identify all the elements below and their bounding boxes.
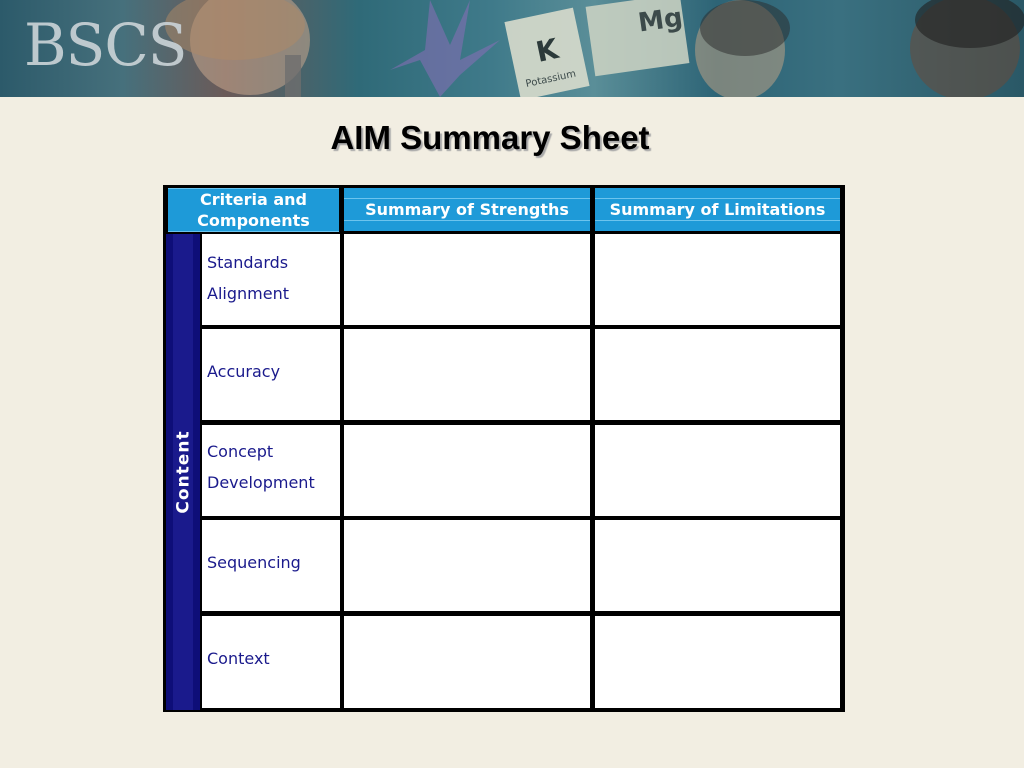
limitations-cell[interactable]	[595, 234, 840, 325]
header-criteria	[168, 188, 339, 231]
limitations-cell[interactable]	[595, 520, 840, 611]
tile-letter-mg: Mg	[636, 2, 685, 39]
header-strengths-label: Summary of Strengths	[344, 198, 590, 221]
criterion-standards-alignment	[202, 234, 340, 325]
tile-word-potassium: Potassium	[524, 68, 578, 90]
strengths-cell[interactable]	[344, 329, 590, 420]
header-limitations-label: Summary of Limitations	[595, 198, 840, 221]
header-limitations	[595, 188, 840, 231]
criterion-label: Sequencing	[207, 553, 301, 572]
periodic-tiles	[504, 0, 689, 97]
criterion-label: Concept Development	[207, 442, 315, 492]
limitations-cell[interactable]	[595, 616, 840, 708]
criterion-context	[202, 616, 340, 708]
strengths-cell[interactable]	[344, 616, 590, 708]
page-title: AIM Summary Sheet	[330, 119, 650, 156]
criterion-label: Accuracy	[207, 362, 281, 381]
criterion-concept-development	[202, 425, 340, 516]
bscs-logo: BSCS	[24, 11, 187, 79]
content-group-bar	[166, 234, 200, 710]
tile-letter-k: K	[533, 32, 562, 69]
criterion-accuracy	[202, 329, 340, 420]
summary-table	[163, 185, 845, 712]
criterion-label: Standards Alignment	[207, 253, 289, 303]
strengths-cell[interactable]	[344, 425, 590, 516]
limitations-cell[interactable]	[595, 425, 840, 516]
criterion-label: Context	[207, 649, 270, 668]
header-banner	[0, 0, 1024, 97]
content-group-label: Content	[174, 430, 194, 514]
strengths-cell[interactable]	[344, 234, 590, 325]
strengths-cell[interactable]	[344, 520, 590, 611]
limitations-cell[interactable]	[595, 329, 840, 420]
criterion-sequencing	[202, 520, 340, 611]
header-criteria-label: Criteria and Components	[168, 188, 339, 232]
header-strengths	[344, 188, 590, 231]
